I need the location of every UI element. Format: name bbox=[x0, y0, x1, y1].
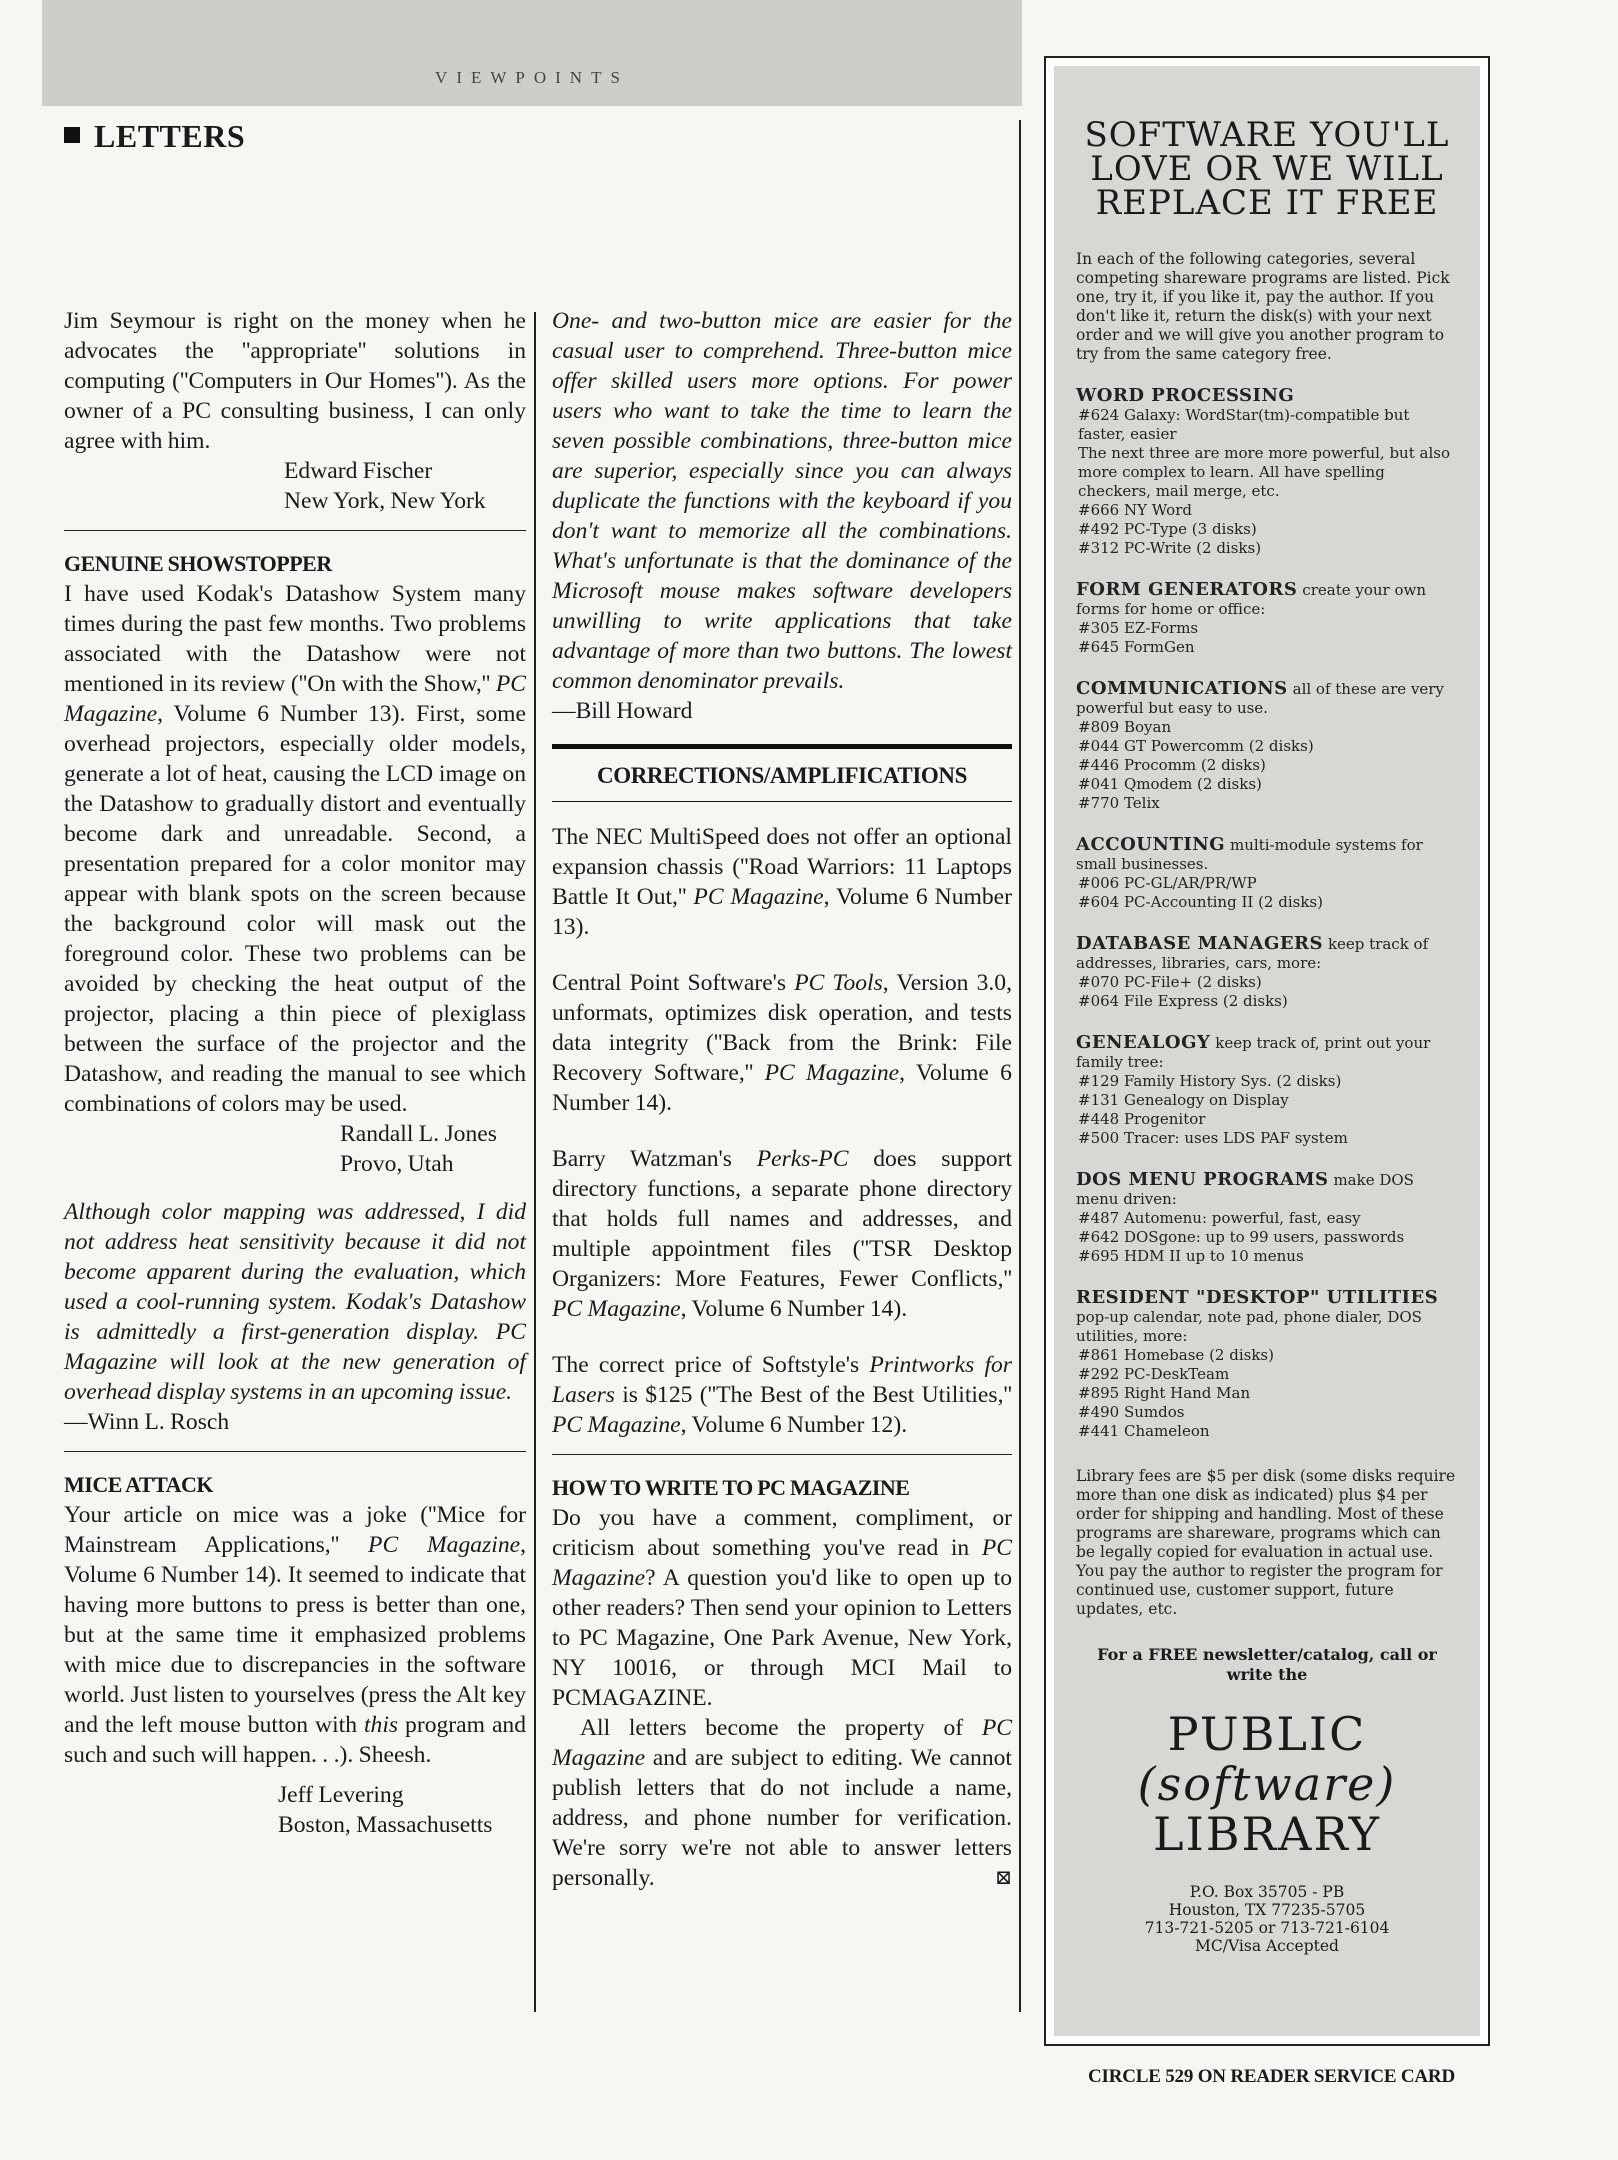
ad-category bbox=[1076, 1170, 1458, 1266]
letter-author: Edward Fischer bbox=[284, 458, 433, 484]
divider bbox=[64, 530, 526, 531]
section-label: VIEWPOINTS bbox=[435, 68, 629, 87]
reader-service-note: CIRCLE 529 ON READER SERVICE CARD bbox=[1088, 2066, 1455, 2087]
correction-item: Barry Watzman's Perks-PC does support directory functions, a separate phone directory that holds full names and addresses, and multiple appointment files (''TSR Desktop Organizers: More Features, Fewer Conflicts,'' PC Magazine, Volume 6 Number 14). bbox=[552, 1146, 1012, 1322]
ad-category-header bbox=[1076, 679, 1458, 718]
ad-program-item: #006 PC-GL/AR/PR/WP bbox=[1078, 874, 1257, 892]
ad-program-item: #129 Family History Sys. (2 disks) bbox=[1078, 1072, 1342, 1090]
ad-category-header bbox=[1076, 1288, 1458, 1346]
divider bbox=[552, 1454, 1012, 1455]
ad-category-desc: create your own forms for home or office: bbox=[1076, 581, 1426, 618]
ad-program-item: #446 Procomm (2 disks) bbox=[1078, 756, 1266, 774]
ad-category-name: GENEALOGY bbox=[1076, 1032, 1211, 1053]
header-band bbox=[42, 0, 1022, 106]
ad-category-desc: make DOS menu driven: bbox=[1076, 1171, 1414, 1208]
ad-category bbox=[1076, 835, 1458, 912]
ad-program-item: The next three are more more powerful, but also more complex to learn. All have spelling checkers, mail merge, etc. bbox=[1078, 444, 1450, 500]
ad-program-item: #492 PC-Type (3 disks) bbox=[1078, 520, 1257, 538]
ad-category-name: DATABASE MANAGERS bbox=[1076, 933, 1323, 954]
letter-location: Boston, Massachusetts bbox=[278, 1812, 493, 1838]
reply-author: —Winn L. Rosch bbox=[64, 1409, 230, 1435]
ad-category-name: DOS MENU PROGRAMS bbox=[1076, 1169, 1329, 1190]
ad-category-name: WORD PROCESSING bbox=[1076, 385, 1295, 406]
middle-column bbox=[552, 306, 1012, 1893]
letter-author: Randall L. Jones bbox=[340, 1121, 497, 1147]
column-divider-1 bbox=[534, 312, 536, 2012]
ad-program-item: #305 EZ-Forms bbox=[1078, 619, 1199, 637]
ad-category-name: COMMUNICATIONS bbox=[1076, 678, 1288, 699]
ad-category-header bbox=[1076, 386, 1458, 406]
ad-panel bbox=[1054, 66, 1480, 2036]
ad-category-header bbox=[1076, 1033, 1458, 1072]
ad-program-item: #312 PC-Write (2 disks) bbox=[1078, 539, 1262, 557]
ad-cta: For a FREE newsletter/catalog, call or write the bbox=[1097, 1645, 1437, 1684]
letter-heading: GENUINE SHOWSTOPPER bbox=[64, 551, 332, 576]
reply-author: —Bill Howard bbox=[552, 698, 693, 724]
ad-program-item: #645 FormGen bbox=[1078, 638, 1195, 656]
correction-item: The NEC MultiSpeed does not offer an optional expansion chassis (''Road Warriors: 11 Laptops Battle It Out,'' PC Magazine, Volume 6 Number 13). bbox=[552, 824, 1012, 940]
ad-category bbox=[1076, 386, 1458, 558]
ad-address: P.O. Box 35705 - PB Houston, TX 77235-5705 713-721-5205 or 713-721-6104 MC/Visa Accepted bbox=[1144, 1883, 1390, 1955]
ad-category-header bbox=[1076, 580, 1458, 619]
ad-category-name: ACCOUNTING bbox=[1076, 834, 1226, 855]
letter-location: Provo, Utah bbox=[340, 1151, 454, 1177]
ad-category bbox=[1076, 679, 1458, 813]
ad-program-item: #666 NY Word bbox=[1078, 501, 1192, 519]
ad-program-item: #770 Telix bbox=[1078, 794, 1160, 812]
ad-program-item: #044 GT Powercomm (2 disks) bbox=[1078, 737, 1314, 755]
ad-category-desc: pop-up calendar, note pad, phone dialer, DOS utilities, more: bbox=[1076, 1308, 1422, 1345]
ad-category-name: FORM GENERATORS bbox=[1076, 579, 1298, 600]
letter-body: Jim Seymour is right on the money when he advocates the ''appropriate'' solutions in computing (''Computers in Our Homes''). As the owner of a PC consulting business, I can only agree with him. bbox=[64, 308, 526, 454]
ad-title: SOFTWARE YOU'LL LOVE OR WE WILL REPLACE IT FREE bbox=[1084, 115, 1450, 223]
ad-program-item: #441 Chameleon bbox=[1078, 1422, 1210, 1440]
ad-category bbox=[1076, 580, 1458, 657]
letter-author: Jeff Levering bbox=[278, 1782, 404, 1808]
bullet-square-icon bbox=[64, 127, 80, 143]
ad-category-header bbox=[1076, 835, 1458, 874]
ad-program-item: #895 Right Hand Man bbox=[1078, 1384, 1251, 1402]
ad-category-header bbox=[1076, 934, 1458, 973]
ad-program-item: #448 Progenitor bbox=[1078, 1110, 1206, 1128]
ad-program-item: #604 PC-Accounting II (2 disks) bbox=[1078, 893, 1323, 911]
howto-heading: HOW TO WRITE TO PC MAGAZINE bbox=[552, 1475, 910, 1500]
page-title bbox=[64, 118, 245, 155]
advertisement bbox=[1044, 56, 1490, 2046]
ad-program-item: #490 Sumdos bbox=[1078, 1403, 1185, 1421]
howto-body: All letters become the property of PC Magazine and are subject to editing. We cannot publish letters that do not include a name, address, and phone number for verification. We're sorry we're not able to answer letters personally. ⊠ bbox=[552, 1715, 1012, 1891]
howto-body: Do you have a comment, compliment, or criticism about something you've read in PC Magazine? A question you'd like to open up to other readers? Then send your opinion to Letters to PC Magazine, One Park Avenue, New York, NY 10016, or through MCI Mail to PCMAGAZINE. bbox=[552, 1505, 1012, 1711]
ad-program-item: #292 PC-DeskTeam bbox=[1078, 1365, 1230, 1383]
page-title-text: LETTERS bbox=[94, 118, 246, 154]
ad-program-item: #500 Tracer: uses LDS PAF system bbox=[1078, 1129, 1348, 1147]
letter-body: I have used Kodak's Datashow System many times during the past few months. Two problems associated with the Datashow were not mentioned in its review (''On with the Show,'' PC Magazine, Volume 6 Number 13). First, some overhead projectors, especially older models, generate a lot of heat, causing the LCD image on the Datashow to gradually distort and eventually become dark and unreadable. Second, a presentation prepared for a color monitor may appear with blank spots on the screen because the background color will mask out the foreground color. These two problems can be avoided by checking the heat output of the projector, placing a thin piece of plexiglass between the surface of the projector and the Datashow, and reading the manual to see which combinations of colors may be used. bbox=[64, 581, 526, 1117]
end-mark-icon: ⊠ bbox=[995, 1867, 1012, 1889]
ad-program-item: #861 Homebase (2 disks) bbox=[1078, 1346, 1274, 1364]
ad-program-item: #041 Qmodem (2 disks) bbox=[1078, 775, 1262, 793]
ad-category-desc: multi-module systems for small businesses. bbox=[1076, 836, 1423, 873]
ad-category-desc: keep track of, print out your family tree: bbox=[1076, 1034, 1431, 1071]
correction-item: The correct price of Softstyle's Printworks for Lasers is $125 (''The Best of the Best Utilities,'' PC Magazine, Volume 6 Number 12). bbox=[552, 1352, 1012, 1438]
ad-program-item: #487 Automenu: powerful, fast, easy bbox=[1078, 1209, 1361, 1227]
letter-body: Your article on mice was a joke (''Mice for Mainstream Applications,'' PC Magazine, Volume 6 Number 14). It seemed to indicate that having more buttons to press is better than one, but at the same time it emphasized problems with mice due to discrepancies in the software world. Just listen to yourselves (press the Alt key and the left mouse button with this program and such and such will happen. . .). Sheesh. bbox=[64, 1502, 527, 1768]
ad-program-item: #624 Galaxy: WordStar(tm)-compatible but faster, easier bbox=[1078, 406, 1410, 443]
correction-item: Central Point Software's PC Tools, Version 3.0, unformats, optimizes disk operation, and tests data integrity (''Back from the Brink: File Recovery Software,'' PC Magazine, Volume 6 Number 14). bbox=[552, 970, 1012, 1116]
letter-location: New York, New York bbox=[284, 488, 486, 514]
ad-program-item: #064 File Express (2 disks) bbox=[1078, 992, 1288, 1010]
ad-category bbox=[1076, 1033, 1458, 1148]
ad-category bbox=[1076, 1288, 1458, 1441]
left-column bbox=[64, 306, 526, 1840]
ad-category-name: RESIDENT "DESKTOP" UTILITIES bbox=[1076, 1287, 1439, 1308]
ad-category bbox=[1076, 934, 1458, 1011]
editor-reply: Although color mapping was addressed, I did not address heat sensitivity because it did not become apparent during the evaluation, which used a cool-running system. Kodak's Datashow is admittedly a first-generation display. PC Magazine will look at the new generation of overhead display systems in an upcoming issue. bbox=[64, 1199, 526, 1405]
ad-body bbox=[1076, 250, 1458, 1619]
ad-category-desc: all of these are very powerful but easy to use. bbox=[1076, 680, 1444, 717]
corrections-heading: CORRECTIONS/AMPLIFICATIONS bbox=[552, 744, 1012, 802]
ad-program-item: #131 Genealogy on Display bbox=[1078, 1091, 1289, 1109]
divider bbox=[64, 1451, 526, 1452]
ad-program-item: #070 PC-File+ (2 disks) bbox=[1078, 973, 1262, 991]
ad-program-item: #695 HDM II up to 10 menus bbox=[1078, 1247, 1304, 1265]
column-divider-2 bbox=[1019, 120, 1021, 2012]
ad-fees: Library fees are $5 per disk (some disks require more than one disk as indicated) plus $4 per order for shipping and handling. Most of these programs are shareware, programs which can be legally copied for evaluation in actual use. You pay the author to register the program for continued use, customer support, future updates, etc. bbox=[1076, 1467, 1456, 1618]
ad-program-item: #642 DOSgone: up to 99 users, passwords bbox=[1078, 1228, 1405, 1246]
ad-intro: In each of the following categories, several competing shareware programs are listed. Pick one, try it, if you like it, pay the author. If you don't like it, return the disk(s) with your next order and we will give you another program to try from the same category free. bbox=[1076, 250, 1450, 363]
ad-category-desc: keep track of addresses, libraries, cars, more: bbox=[1076, 935, 1429, 972]
ad-program-item: #809 Boyan bbox=[1078, 718, 1172, 736]
letter-heading: MICE ATTACK bbox=[64, 1472, 214, 1497]
ad-category-header bbox=[1076, 1170, 1458, 1209]
editor-reply: One- and two-button mice are easier for the casual user to comprehend. Three-button mice offer skilled users more options. For power users who want to take the time to learn the seven possible combinations, three-button mice are superior, especially since you can always duplicate the functions with the keyboard if you don't want to memorize all the combinations. What's unfortunate is that the dominance of the Microsoft mouse makes software developers unwilling to write applications that take advantage of more than two buttons. The lowest common denominator prevails. bbox=[552, 308, 1012, 694]
public-library-logo: PUBLIC (software) LIBRARY bbox=[1137, 1707, 1397, 1861]
